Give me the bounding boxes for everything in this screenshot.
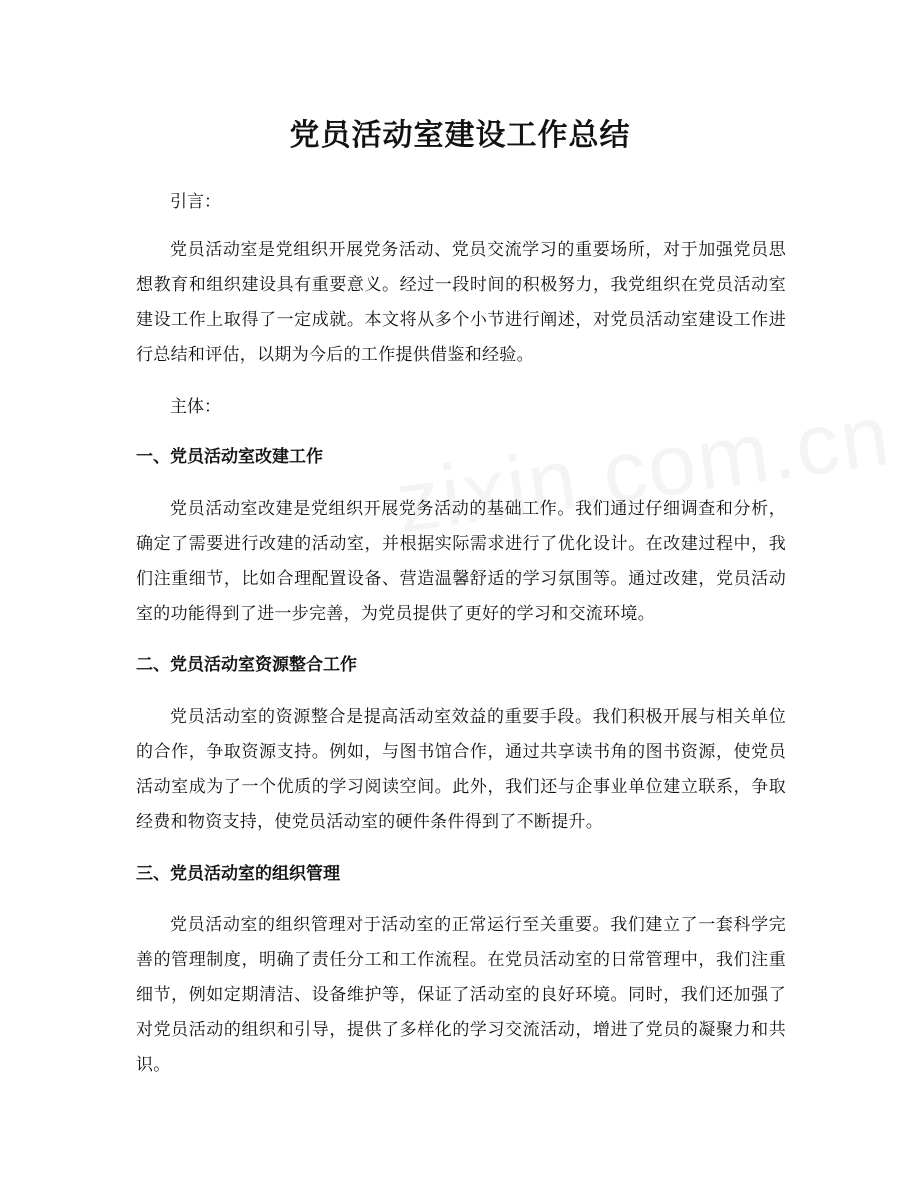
section-1-heading: 一、党员活动室改建工作 [136,447,323,467]
section-3-paragraph: 党员活动室的组织管理对于活动室的正常运行至关重要。我们建立了一套科学完善的管理制度，明确了责任分工和工作流程。在党员活动室的日常管理中，我们注重细节，例如定期清洁、设备维护等，保证了活动室的良好环境。同时，我们还加强了对党员活动的组织和引导，提供了多样化的学习交流活动，增进了党员的凝聚力和共识。 [136,915,786,1075]
section-1-paragraph: 党员活动室改建是党组织开展党务活动的基础工作。我们通过仔细调查和分析，确定了需要进行改建的活动室，并根据实际需求进行了优化设计。在改建过程中，我们注重细节，比如合理配置设备、营造温馨舒适的学习氛围等。通过改建，党员活动室的功能得到了进一步完善，为党员提供了更好的学习和交流环境。 [136,499,786,624]
section-3-heading: 三、党员活动室的组织管理 [136,864,340,884]
intro-label: 引言： [170,192,221,212]
section-2-paragraph: 党员活动室的资源整合是提高活动室效益的重要手段。我们积极开展与相关单位的合作，争取资源支持。例如，与图书馆合作，通过共享读书角的图书资源，使党员活动室成为了一个优质的学习阅读空间。此外，我们还与企事业单位建立联系，争取经费和物资支持，使党员活动室的硬件条件得到了不断提升。 [136,707,786,832]
body-label: 主体： [170,397,221,417]
section-2-heading: 二、党员活动室资源整合工作 [136,655,357,675]
intro-paragraph: 党员活动室是党组织开展党务活动、党员交流学习的重要场所，对于加强党员思想教育和组织建设具有重要意义。经过一段时间的积极努力，我党组织在党员活动室建设工作上取得了一定成就。本文将从多个小节进行阐述，对党员活动室建设工作进行总结和评估，以期为今后的工作提供借鉴和经验。 [136,240,786,365]
document-title: 党员活动室建设工作总结 [289,118,631,153]
